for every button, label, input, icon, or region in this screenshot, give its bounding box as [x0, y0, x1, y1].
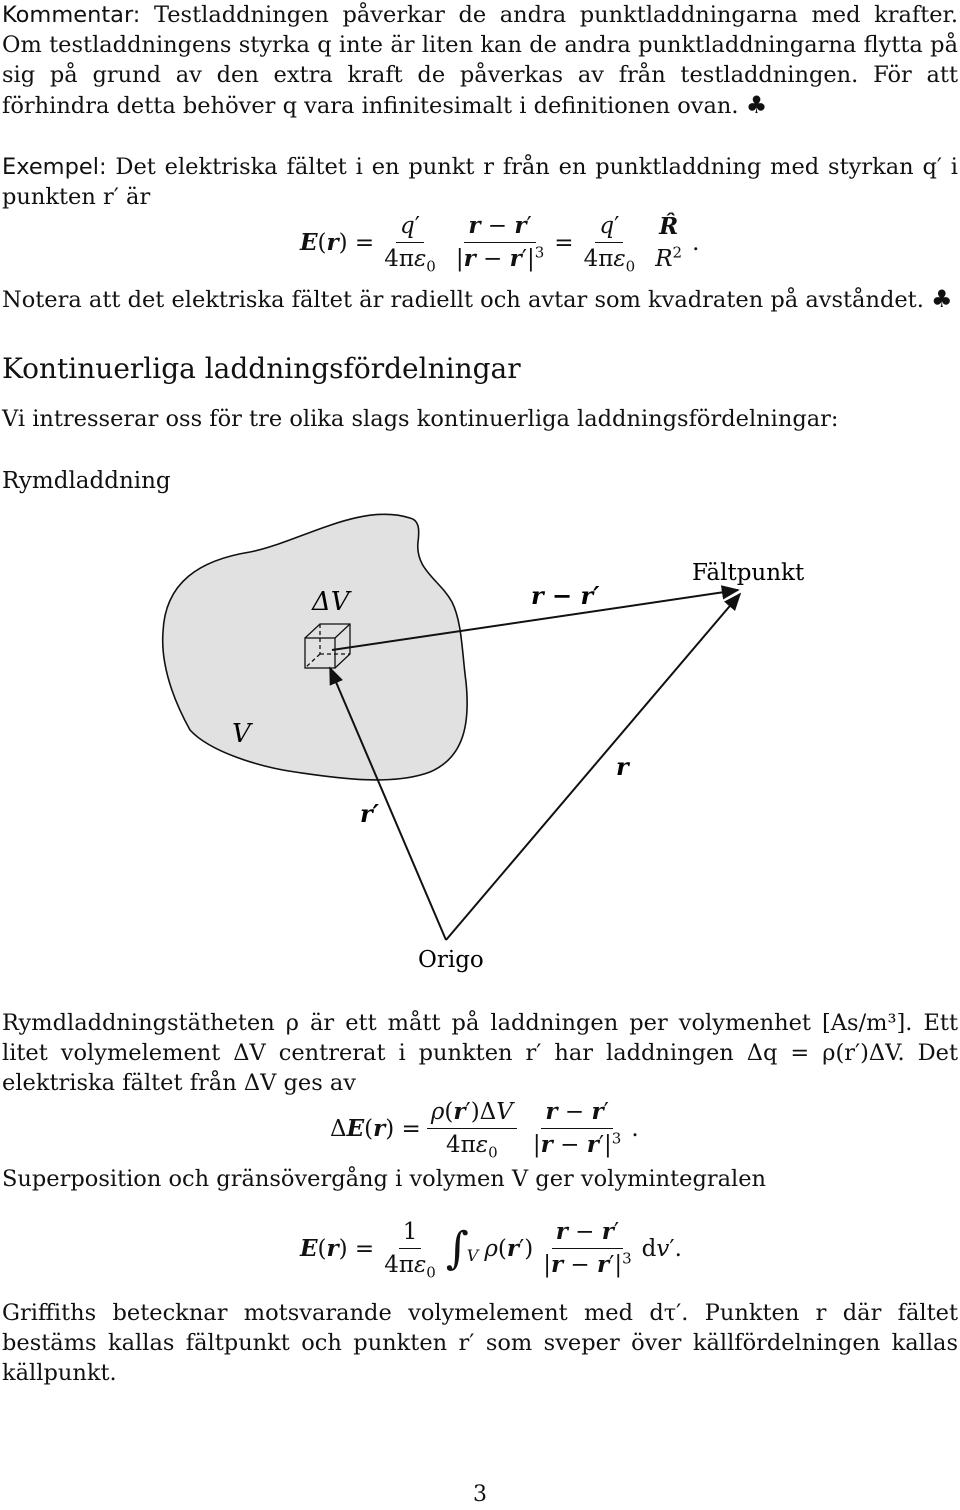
label-faltpunkt: Fältpunkt: [692, 560, 805, 586]
page-number: 3: [473, 1482, 487, 1507]
comment-text: Testladdningen påverkar de andra punktladdningarna med krafter. Om testladdningens styrka q inte är liten kan de andra punktladdningarna flytta på sig på grund av den extra kraft de påverkas av från testladdningen. För att förhindra detta behöver q vara infinitesimalt i definitionen ovan.: [2, 2, 958, 119]
griffiths-paragraph: Griffiths betecknar motsvarande volymelement med dτ′. Punkten r där fältet bestäms kallas fältpunkt och punkten r′ som sveper över källfördelningen kallas källpunkt.: [2, 1300, 958, 1386]
equation-volume-integral: E(r) = $\frac{1}{4\pi\varepsilon_0}$ ∫ V ρ(r′) $\frac{r - r'}{|r - r'|^3}$ dv′.: [300, 1218, 682, 1282]
example-text: Det elektriska fältet i en punkt r från en punktladdning med styrkan q′ i punkten r′ är: [2, 154, 959, 210]
comment-paragraph: [2, 0, 958, 121]
section-subtitle: Rymdladdning: [2, 468, 171, 494]
section-intro: Vi intresserar oss för tre olika slags kontinuerliga laddningsfördelningar:: [2, 406, 839, 432]
superposition-paragraph: Superposition och gränsövergång i volymen V ger volymintegralen: [2, 1166, 767, 1192]
vector-r: [446, 594, 740, 940]
label-r-minus-rprime: r − r′: [531, 581, 600, 610]
label-r: r: [616, 752, 629, 781]
label-delta-v: ΔV: [312, 587, 350, 617]
density-paragraph: Rymdladdningstätheten ρ är ett mått på laddningen per volymenhet [As/m³]. Ett litet volymelement ΔV centrerat i punkten r′ har laddningen Δq = ρ(r′)ΔV. Det elektriska fältet från ΔV ges av: [2, 1010, 958, 1096]
label-volume-v: V: [232, 719, 251, 749]
club-icon: ♣: [931, 285, 953, 313]
comment-label: Kommentar:: [2, 2, 141, 28]
equation-point-charge: E(r) = $\frac{q'}{4\pi\varepsilon_0}$ $\frac{r - r'}{|r - r'|^3}$ = $\frac{q'}{4\pi\varepsilon_0}$ R̂ $R^2$ .: [300, 212, 700, 276]
label-rprime: r′: [360, 799, 379, 828]
example-paragraph: [2, 152, 958, 212]
example-label: Exempel:: [2, 154, 107, 180]
volume-charge-figure: [0, 502, 960, 1002]
label-origo: Origo: [418, 947, 484, 973]
equation-delta-e: ΔE(r) = $\frac{\rho(r')\Delta V}{4\pi\varepsilon_0}$ $\frac{r - r'}{|r - r'|^3}$ .: [330, 1098, 639, 1162]
charge-volume-region: [163, 514, 467, 780]
club-icon: ♣: [745, 91, 768, 119]
example-note: Notera att det elektriska fältet är radiellt och avtar som kvadraten på avståndet. ♣: [2, 285, 953, 313]
section-title: Kontinuerliga laddningsfördelningar: [2, 352, 521, 385]
